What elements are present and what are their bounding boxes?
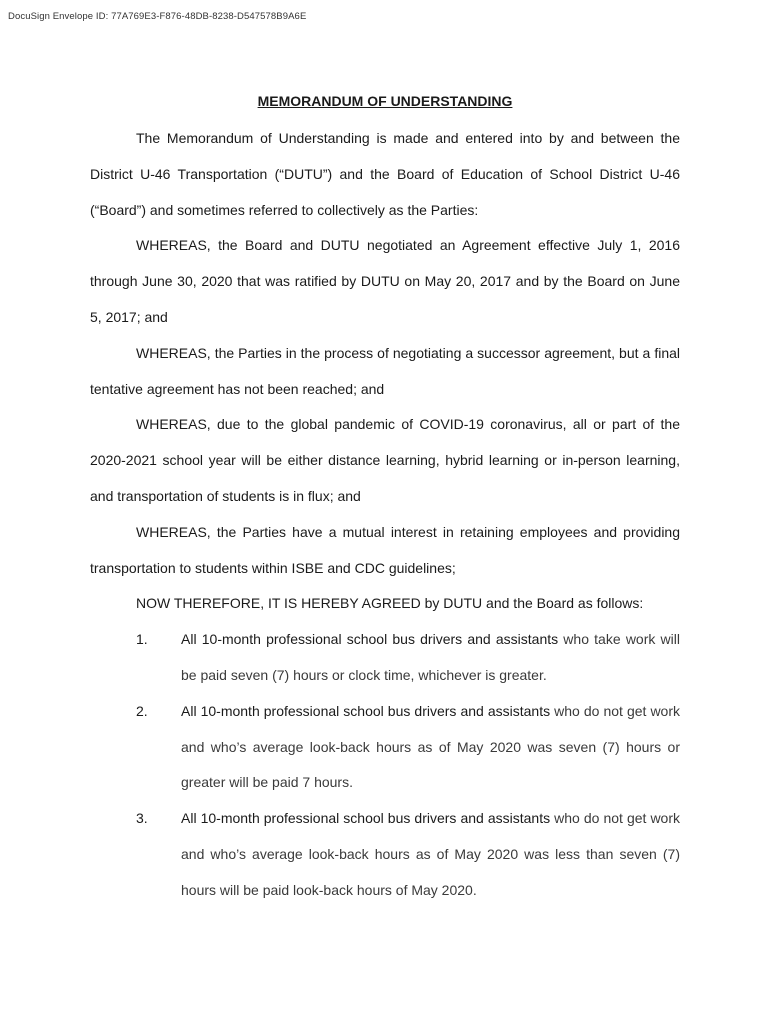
docusign-envelope-id: DocuSign Envelope ID: 77A769E3-F876-48DB-8238-D547578B9A6E	[8, 11, 307, 22]
list-item	[90, 801, 680, 908]
document-body	[90, 121, 680, 909]
list-item	[90, 694, 680, 801]
list-item-number: 1.	[136, 631, 148, 648]
agreement-items-list	[90, 622, 680, 908]
list-item	[90, 622, 680, 694]
list-item-lead-text: All 10-month professional school bus drivers and assistants	[181, 631, 559, 648]
list-item-number: 3.	[136, 810, 148, 827]
document-title: MEMORANDUM OF UNDERSTANDING	[257, 93, 513, 109]
list-item-rest-text: who do not get work and who’s average look-back hours as of May 2020 was less than seven (7) hours will be paid look-back hours of May 2020.	[181, 810, 681, 898]
whereas-negotiating-paragraph: WHEREAS, the Parties in the process of negotiating a successor agreement, but a final tentative agreement has not been reached; and	[90, 344, 680, 397]
list-item-rest-text: who take work will be paid seven (7) hours or clock time, whichever is greater.	[181, 631, 680, 683]
list-item-rest-text: who do not get work and who’s average look-back hours as of May 2020 was seven (7) hours or greater will be paid 7 hours.	[181, 702, 681, 791]
whereas-mutual-interest-paragraph: WHEREAS, the Parties have a mutual interest in retaining employees and providing transportation to students within ISBE and CDC guidelines;	[90, 523, 680, 576]
intro-paragraph: The Memorandum of Understanding is made and entered into by and between the District U-46 Transportation (“DUTU”) and the Board of Education of School District U-46 (“Board”) and sometimes referred to collectively as the Parties:	[90, 130, 680, 218]
whereas-agreement-paragraph: WHEREAS, the Board and DUTU negotiated an Agreement effective July 1, 2016 through June 30, 2020 that was ratified by DUTU on May 20, 2017 and by the Board on June 5, 2017; and	[90, 237, 680, 325]
now-therefore-paragraph: NOW THEREFORE, IT IS HEREBY AGREED by DUTU and the Board as follows:	[136, 595, 644, 612]
list-item-lead-text: All 10-month professional school bus drivers and assistants	[181, 810, 551, 827]
list-item-number: 2.	[136, 702, 148, 719]
whereas-pandemic-paragraph: WHEREAS, due to the global pandemic of COVID-19 coronavirus, all or part of the 2020-2021 school year will be either distance learning, hybrid learning or in-person learning, and transportation of students is in flux; and	[90, 416, 680, 504]
list-item-lead-text: All 10-month professional school bus drivers and assistants	[181, 702, 551, 719]
